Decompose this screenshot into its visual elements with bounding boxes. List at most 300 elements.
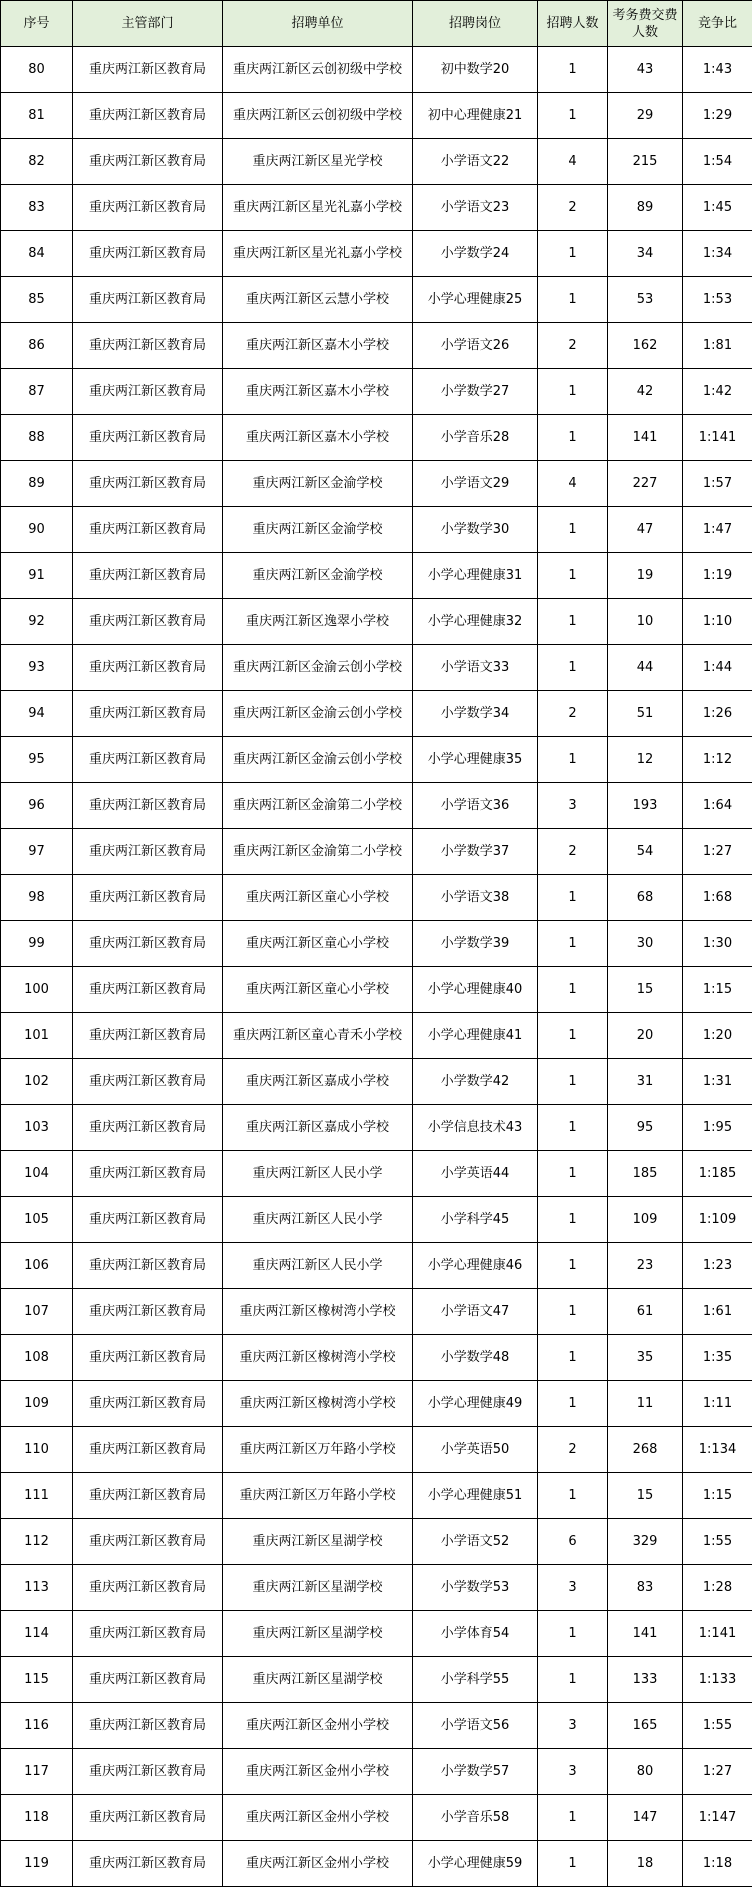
cell-serial: 90 bbox=[1, 507, 73, 553]
cell-position: 小学语文26 bbox=[413, 323, 538, 369]
cell-employer: 重庆两江新区金渝学校 bbox=[223, 461, 413, 507]
cell-competition-ratio: 1:53 bbox=[683, 277, 752, 323]
cell-employer: 重庆两江新区人民小学 bbox=[223, 1197, 413, 1243]
cell-position: 小学音乐58 bbox=[413, 1795, 538, 1841]
cell-serial: 84 bbox=[1, 231, 73, 277]
cell-competition-ratio: 1:27 bbox=[683, 1749, 752, 1795]
cell-serial: 86 bbox=[1, 323, 73, 369]
cell-position: 小学心理健康35 bbox=[413, 737, 538, 783]
cell-position: 小学科学55 bbox=[413, 1657, 538, 1703]
cell-employer: 重庆两江新区金州小学校 bbox=[223, 1841, 413, 1887]
cell-serial: 99 bbox=[1, 921, 73, 967]
cell-paid-applicants: 47 bbox=[608, 507, 683, 553]
cell-competition-ratio: 1:147 bbox=[683, 1795, 752, 1841]
cell-serial: 95 bbox=[1, 737, 73, 783]
table-row bbox=[1, 1013, 752, 1059]
cell-hires: 2 bbox=[538, 185, 608, 231]
cell-employer: 重庆两江新区橡树湾小学校 bbox=[223, 1335, 413, 1381]
cell-hires: 3 bbox=[538, 1749, 608, 1795]
cell-competition-ratio: 1:15 bbox=[683, 967, 752, 1013]
cell-hires: 1 bbox=[538, 553, 608, 599]
table-row bbox=[1, 323, 752, 369]
cell-serial: 119 bbox=[1, 1841, 73, 1887]
cell-department: 重庆两江新区教育局 bbox=[73, 139, 223, 185]
table-row bbox=[1, 1749, 752, 1795]
cell-serial: 88 bbox=[1, 415, 73, 461]
cell-department: 重庆两江新区教育局 bbox=[73, 1289, 223, 1335]
cell-employer: 重庆两江新区星湖学校 bbox=[223, 1657, 413, 1703]
cell-serial: 108 bbox=[1, 1335, 73, 1381]
cell-department: 重庆两江新区教育局 bbox=[73, 737, 223, 783]
cell-position: 小学英语50 bbox=[413, 1427, 538, 1473]
cell-hires: 1 bbox=[538, 737, 608, 783]
cell-serial: 96 bbox=[1, 783, 73, 829]
table-row bbox=[1, 139, 752, 185]
cell-hires: 1 bbox=[538, 967, 608, 1013]
table-row bbox=[1, 1151, 752, 1197]
cell-hires: 2 bbox=[538, 1427, 608, 1473]
cell-position: 小学英语44 bbox=[413, 1151, 538, 1197]
cell-competition-ratio: 1:141 bbox=[683, 415, 752, 461]
cell-position: 小学心理健康51 bbox=[413, 1473, 538, 1519]
cell-hires: 3 bbox=[538, 1565, 608, 1611]
cell-hires: 1 bbox=[538, 277, 608, 323]
table-row bbox=[1, 691, 752, 737]
cell-department: 重庆两江新区教育局 bbox=[73, 553, 223, 599]
cell-serial: 92 bbox=[1, 599, 73, 645]
cell-department: 重庆两江新区教育局 bbox=[73, 1151, 223, 1197]
table-row bbox=[1, 645, 752, 691]
cell-employer: 重庆两江新区童心小学校 bbox=[223, 921, 413, 967]
cell-serial: 87 bbox=[1, 369, 73, 415]
cell-paid-applicants: 89 bbox=[608, 185, 683, 231]
table-row bbox=[1, 1703, 752, 1749]
cell-serial: 107 bbox=[1, 1289, 73, 1335]
table-row bbox=[1, 1795, 752, 1841]
cell-hires: 1 bbox=[538, 1105, 608, 1151]
table-row bbox=[1, 277, 752, 323]
cell-serial: 94 bbox=[1, 691, 73, 737]
cell-hires: 1 bbox=[538, 1151, 608, 1197]
cell-department: 重庆两江新区教育局 bbox=[73, 1013, 223, 1059]
table-row bbox=[1, 1473, 752, 1519]
table-row bbox=[1, 1611, 752, 1657]
cell-paid-applicants: 51 bbox=[608, 691, 683, 737]
table-row bbox=[1, 1059, 752, 1105]
table-row bbox=[1, 921, 752, 967]
cell-department: 重庆两江新区教育局 bbox=[73, 231, 223, 277]
cell-paid-applicants: 19 bbox=[608, 553, 683, 599]
cell-paid-applicants: 31 bbox=[608, 1059, 683, 1105]
cell-department: 重庆两江新区教育局 bbox=[73, 93, 223, 139]
cell-competition-ratio: 1:34 bbox=[683, 231, 752, 277]
cell-serial: 85 bbox=[1, 277, 73, 323]
cell-paid-applicants: 133 bbox=[608, 1657, 683, 1703]
cell-employer: 重庆两江新区星湖学校 bbox=[223, 1611, 413, 1657]
cell-competition-ratio: 1:19 bbox=[683, 553, 752, 599]
cell-department: 重庆两江新区教育局 bbox=[73, 875, 223, 921]
cell-serial: 91 bbox=[1, 553, 73, 599]
cell-hires: 1 bbox=[538, 1197, 608, 1243]
cell-competition-ratio: 1:61 bbox=[683, 1289, 752, 1335]
cell-serial: 111 bbox=[1, 1473, 73, 1519]
cell-serial: 81 bbox=[1, 93, 73, 139]
table-row bbox=[1, 185, 752, 231]
cell-competition-ratio: 1:95 bbox=[683, 1105, 752, 1151]
cell-paid-applicants: 215 bbox=[608, 139, 683, 185]
cell-employer: 重庆两江新区金渝第二小学校 bbox=[223, 783, 413, 829]
cell-department: 重庆两江新区教育局 bbox=[73, 1427, 223, 1473]
cell-paid-applicants: 20 bbox=[608, 1013, 683, 1059]
table-row bbox=[1, 783, 752, 829]
table-body bbox=[1, 47, 752, 1887]
cell-position: 小学语文36 bbox=[413, 783, 538, 829]
cell-hires: 1 bbox=[538, 1657, 608, 1703]
cell-paid-applicants: 68 bbox=[608, 875, 683, 921]
cell-department: 重庆两江新区教育局 bbox=[73, 967, 223, 1013]
cell-hires: 1 bbox=[538, 599, 608, 645]
cell-department: 重庆两江新区教育局 bbox=[73, 277, 223, 323]
cell-employer: 重庆两江新区嘉木小学校 bbox=[223, 415, 413, 461]
cell-competition-ratio: 1:68 bbox=[683, 875, 752, 921]
cell-department: 重庆两江新区教育局 bbox=[73, 829, 223, 875]
cell-paid-applicants: 12 bbox=[608, 737, 683, 783]
cell-department: 重庆两江新区教育局 bbox=[73, 323, 223, 369]
cell-department: 重庆两江新区教育局 bbox=[73, 1381, 223, 1427]
cell-competition-ratio: 1:12 bbox=[683, 737, 752, 783]
cell-hires: 1 bbox=[538, 1795, 608, 1841]
cell-hires: 1 bbox=[538, 231, 608, 277]
cell-paid-applicants: 10 bbox=[608, 599, 683, 645]
cell-paid-applicants: 29 bbox=[608, 93, 683, 139]
cell-serial: 116 bbox=[1, 1703, 73, 1749]
cell-department: 重庆两江新区教育局 bbox=[73, 47, 223, 93]
cell-hires: 1 bbox=[538, 1335, 608, 1381]
cell-hires: 1 bbox=[538, 369, 608, 415]
cell-department: 重庆两江新区教育局 bbox=[73, 185, 223, 231]
cell-paid-applicants: 141 bbox=[608, 1611, 683, 1657]
cell-employer: 重庆两江新区星光学校 bbox=[223, 139, 413, 185]
cell-department: 重庆两江新区教育局 bbox=[73, 783, 223, 829]
cell-hires: 1 bbox=[538, 921, 608, 967]
cell-position: 小学音乐28 bbox=[413, 415, 538, 461]
cell-hires: 1 bbox=[538, 1473, 608, 1519]
cell-position: 小学语文29 bbox=[413, 461, 538, 507]
cell-competition-ratio: 1:55 bbox=[683, 1519, 752, 1565]
cell-serial: 110 bbox=[1, 1427, 73, 1473]
cell-position: 小学语文33 bbox=[413, 645, 538, 691]
cell-employer: 重庆两江新区人民小学 bbox=[223, 1243, 413, 1289]
cell-department: 重庆两江新区教育局 bbox=[73, 1197, 223, 1243]
cell-serial: 98 bbox=[1, 875, 73, 921]
cell-paid-applicants: 227 bbox=[608, 461, 683, 507]
cell-paid-applicants: 15 bbox=[608, 1473, 683, 1519]
cell-competition-ratio: 1:134 bbox=[683, 1427, 752, 1473]
cell-department: 重庆两江新区教育局 bbox=[73, 1335, 223, 1381]
cell-paid-applicants: 61 bbox=[608, 1289, 683, 1335]
cell-competition-ratio: 1:64 bbox=[683, 783, 752, 829]
cell-paid-applicants: 95 bbox=[608, 1105, 683, 1151]
cell-serial: 93 bbox=[1, 645, 73, 691]
cell-department: 重庆两江新区教育局 bbox=[73, 1059, 223, 1105]
cell-position: 小学信息技术43 bbox=[413, 1105, 538, 1151]
table-row bbox=[1, 875, 752, 921]
cell-employer: 重庆两江新区万年路小学校 bbox=[223, 1473, 413, 1519]
table-row bbox=[1, 967, 752, 1013]
cell-competition-ratio: 1:42 bbox=[683, 369, 752, 415]
cell-position: 小学体育54 bbox=[413, 1611, 538, 1657]
cell-hires: 1 bbox=[538, 415, 608, 461]
cell-employer: 重庆两江新区橡树湾小学校 bbox=[223, 1289, 413, 1335]
cell-employer: 重庆两江新区金渝学校 bbox=[223, 507, 413, 553]
cell-paid-applicants: 162 bbox=[608, 323, 683, 369]
cell-employer: 重庆两江新区云创初级中学校 bbox=[223, 93, 413, 139]
table-row bbox=[1, 231, 752, 277]
cell-paid-applicants: 268 bbox=[608, 1427, 683, 1473]
cell-paid-applicants: 18 bbox=[608, 1841, 683, 1887]
cell-position: 小学心理健康25 bbox=[413, 277, 538, 323]
cell-employer: 重庆两江新区嘉木小学校 bbox=[223, 323, 413, 369]
cell-paid-applicants: 53 bbox=[608, 277, 683, 323]
table-row bbox=[1, 369, 752, 415]
table-row bbox=[1, 461, 752, 507]
cell-paid-applicants: 54 bbox=[608, 829, 683, 875]
cell-position: 小学语文56 bbox=[413, 1703, 538, 1749]
cell-employer: 重庆两江新区金渝云创小学校 bbox=[223, 691, 413, 737]
cell-employer: 重庆两江新区金州小学校 bbox=[223, 1795, 413, 1841]
cell-paid-applicants: 11 bbox=[608, 1381, 683, 1427]
cell-competition-ratio: 1:54 bbox=[683, 139, 752, 185]
cell-department: 重庆两江新区教育局 bbox=[73, 1105, 223, 1151]
cell-paid-applicants: 35 bbox=[608, 1335, 683, 1381]
cell-hires: 1 bbox=[538, 1841, 608, 1887]
table-row bbox=[1, 93, 752, 139]
cell-hires: 1 bbox=[538, 507, 608, 553]
table-row bbox=[1, 415, 752, 461]
cell-competition-ratio: 1:30 bbox=[683, 921, 752, 967]
cell-department: 重庆两江新区教育局 bbox=[73, 1243, 223, 1289]
cell-position: 小学数学39 bbox=[413, 921, 538, 967]
cell-position: 初中数学20 bbox=[413, 47, 538, 93]
cell-employer: 重庆两江新区金州小学校 bbox=[223, 1749, 413, 1795]
cell-hires: 6 bbox=[538, 1519, 608, 1565]
cell-serial: 83 bbox=[1, 185, 73, 231]
cell-paid-applicants: 43 bbox=[608, 47, 683, 93]
cell-employer: 重庆两江新区星湖学校 bbox=[223, 1519, 413, 1565]
cell-paid-applicants: 109 bbox=[608, 1197, 683, 1243]
table-row bbox=[1, 829, 752, 875]
cell-hires: 1 bbox=[538, 93, 608, 139]
table-row bbox=[1, 599, 752, 645]
cell-serial: 89 bbox=[1, 461, 73, 507]
cell-position: 小学数学34 bbox=[413, 691, 538, 737]
cell-employer: 重庆两江新区金渝云创小学校 bbox=[223, 645, 413, 691]
cell-serial: 103 bbox=[1, 1105, 73, 1151]
cell-competition-ratio: 1:26 bbox=[683, 691, 752, 737]
cell-hires: 1 bbox=[538, 1381, 608, 1427]
cell-department: 重庆两江新区教育局 bbox=[73, 1795, 223, 1841]
cell-department: 重庆两江新区教育局 bbox=[73, 1749, 223, 1795]
cell-employer: 重庆两江新区星光礼嘉小学校 bbox=[223, 231, 413, 277]
cell-competition-ratio: 1:35 bbox=[683, 1335, 752, 1381]
cell-employer: 重庆两江新区逸翠小学校 bbox=[223, 599, 413, 645]
cell-competition-ratio: 1:29 bbox=[683, 93, 752, 139]
cell-competition-ratio: 1:28 bbox=[683, 1565, 752, 1611]
cell-hires: 1 bbox=[538, 1611, 608, 1657]
cell-paid-applicants: 329 bbox=[608, 1519, 683, 1565]
cell-department: 重庆两江新区教育局 bbox=[73, 1519, 223, 1565]
cell-position: 小学心理健康49 bbox=[413, 1381, 538, 1427]
cell-paid-applicants: 193 bbox=[608, 783, 683, 829]
cell-employer: 重庆两江新区云创初级中学校 bbox=[223, 47, 413, 93]
cell-position: 小学语文23 bbox=[413, 185, 538, 231]
cell-paid-applicants: 141 bbox=[608, 415, 683, 461]
cell-competition-ratio: 1:20 bbox=[683, 1013, 752, 1059]
table-row bbox=[1, 1105, 752, 1151]
cell-competition-ratio: 1:47 bbox=[683, 507, 752, 553]
cell-department: 重庆两江新区教育局 bbox=[73, 415, 223, 461]
table-row bbox=[1, 1841, 752, 1887]
cell-position: 初中心理健康21 bbox=[413, 93, 538, 139]
cell-position: 小学语文52 bbox=[413, 1519, 538, 1565]
cell-serial: 106 bbox=[1, 1243, 73, 1289]
header-serial: 序号 bbox=[1, 1, 73, 47]
cell-position: 小学心理健康46 bbox=[413, 1243, 538, 1289]
cell-employer: 重庆两江新区童心小学校 bbox=[223, 967, 413, 1013]
cell-competition-ratio: 1:57 bbox=[683, 461, 752, 507]
table-row bbox=[1, 1565, 752, 1611]
cell-competition-ratio: 1:133 bbox=[683, 1657, 752, 1703]
cell-paid-applicants: 83 bbox=[608, 1565, 683, 1611]
cell-employer: 重庆两江新区童心青禾小学校 bbox=[223, 1013, 413, 1059]
cell-serial: 118 bbox=[1, 1795, 73, 1841]
cell-hires: 1 bbox=[538, 1013, 608, 1059]
cell-position: 小学数学27 bbox=[413, 369, 538, 415]
cell-hires: 4 bbox=[538, 461, 608, 507]
cell-serial: 97 bbox=[1, 829, 73, 875]
cell-competition-ratio: 1:81 bbox=[683, 323, 752, 369]
cell-position: 小学数学53 bbox=[413, 1565, 538, 1611]
cell-employer: 重庆两江新区橡树湾小学校 bbox=[223, 1381, 413, 1427]
cell-serial: 112 bbox=[1, 1519, 73, 1565]
cell-paid-applicants: 15 bbox=[608, 967, 683, 1013]
cell-position: 小学语文22 bbox=[413, 139, 538, 185]
cell-competition-ratio: 1:109 bbox=[683, 1197, 752, 1243]
cell-competition-ratio: 1:15 bbox=[683, 1473, 752, 1519]
cell-position: 小学数学57 bbox=[413, 1749, 538, 1795]
cell-competition-ratio: 1:45 bbox=[683, 185, 752, 231]
cell-hires: 3 bbox=[538, 1703, 608, 1749]
cell-position: 小学心理健康40 bbox=[413, 967, 538, 1013]
cell-department: 重庆两江新区教育局 bbox=[73, 1611, 223, 1657]
cell-employer: 重庆两江新区嘉成小学校 bbox=[223, 1105, 413, 1151]
cell-department: 重庆两江新区教育局 bbox=[73, 369, 223, 415]
header-hires: 招聘人数 bbox=[538, 1, 608, 47]
cell-competition-ratio: 1:141 bbox=[683, 1611, 752, 1657]
cell-serial: 115 bbox=[1, 1657, 73, 1703]
cell-department: 重庆两江新区教育局 bbox=[73, 691, 223, 737]
cell-employer: 重庆两江新区金渝云创小学校 bbox=[223, 737, 413, 783]
cell-competition-ratio: 1:23 bbox=[683, 1243, 752, 1289]
cell-hires: 1 bbox=[538, 645, 608, 691]
cell-department: 重庆两江新区教育局 bbox=[73, 1657, 223, 1703]
table-row bbox=[1, 1243, 752, 1289]
table-row bbox=[1, 1289, 752, 1335]
table-row bbox=[1, 553, 752, 599]
cell-department: 重庆两江新区教育局 bbox=[73, 1841, 223, 1887]
cell-hires: 1 bbox=[538, 1059, 608, 1105]
cell-serial: 117 bbox=[1, 1749, 73, 1795]
cell-hires: 1 bbox=[538, 47, 608, 93]
cell-position: 小学数学48 bbox=[413, 1335, 538, 1381]
table-row bbox=[1, 1427, 752, 1473]
cell-paid-applicants: 165 bbox=[608, 1703, 683, 1749]
cell-position: 小学语文38 bbox=[413, 875, 538, 921]
table-row bbox=[1, 1335, 752, 1381]
cell-serial: 113 bbox=[1, 1565, 73, 1611]
table-row bbox=[1, 1657, 752, 1703]
cell-position: 小学语文47 bbox=[413, 1289, 538, 1335]
cell-position: 小学数学42 bbox=[413, 1059, 538, 1105]
header-competition-ratio: 竞争比 bbox=[683, 1, 752, 47]
cell-position: 小学心理健康32 bbox=[413, 599, 538, 645]
table-row bbox=[1, 737, 752, 783]
cell-hires: 1 bbox=[538, 1289, 608, 1335]
cell-hires: 1 bbox=[538, 1243, 608, 1289]
cell-employer: 重庆两江新区星湖学校 bbox=[223, 1565, 413, 1611]
cell-employer: 重庆两江新区星光礼嘉小学校 bbox=[223, 185, 413, 231]
header-department: 主管部门 bbox=[73, 1, 223, 47]
cell-employer: 重庆两江新区童心小学校 bbox=[223, 875, 413, 921]
cell-paid-applicants: 80 bbox=[608, 1749, 683, 1795]
cell-employer: 重庆两江新区嘉木小学校 bbox=[223, 369, 413, 415]
cell-position: 小学科学45 bbox=[413, 1197, 538, 1243]
header-employer: 招聘单位 bbox=[223, 1, 413, 47]
cell-competition-ratio: 1:44 bbox=[683, 645, 752, 691]
cell-competition-ratio: 1:185 bbox=[683, 1151, 752, 1197]
cell-serial: 80 bbox=[1, 47, 73, 93]
cell-hires: 1 bbox=[538, 875, 608, 921]
cell-paid-applicants: 23 bbox=[608, 1243, 683, 1289]
cell-department: 重庆两江新区教育局 bbox=[73, 599, 223, 645]
cell-serial: 109 bbox=[1, 1381, 73, 1427]
cell-position: 小学数学30 bbox=[413, 507, 538, 553]
cell-serial: 105 bbox=[1, 1197, 73, 1243]
cell-competition-ratio: 1:31 bbox=[683, 1059, 752, 1105]
header-position: 招聘岗位 bbox=[413, 1, 538, 47]
cell-employer: 重庆两江新区金渝学校 bbox=[223, 553, 413, 599]
cell-hires: 4 bbox=[538, 139, 608, 185]
cell-serial: 100 bbox=[1, 967, 73, 1013]
cell-serial: 82 bbox=[1, 139, 73, 185]
cell-employer: 重庆两江新区万年路小学校 bbox=[223, 1427, 413, 1473]
cell-department: 重庆两江新区教育局 bbox=[73, 507, 223, 553]
cell-department: 重庆两江新区教育局 bbox=[73, 1565, 223, 1611]
cell-position: 小学心理健康59 bbox=[413, 1841, 538, 1887]
header-paid-applicants: 考务费交费人数 bbox=[608, 1, 683, 47]
cell-serial: 102 bbox=[1, 1059, 73, 1105]
cell-position: 小学数学24 bbox=[413, 231, 538, 277]
cell-paid-applicants: 147 bbox=[608, 1795, 683, 1841]
cell-employer: 重庆两江新区云慧小学校 bbox=[223, 277, 413, 323]
cell-employer: 重庆两江新区人民小学 bbox=[223, 1151, 413, 1197]
cell-employer: 重庆两江新区金渝第二小学校 bbox=[223, 829, 413, 875]
cell-hires: 2 bbox=[538, 691, 608, 737]
cell-position: 小学心理健康41 bbox=[413, 1013, 538, 1059]
cell-hires: 2 bbox=[538, 323, 608, 369]
cell-paid-applicants: 34 bbox=[608, 231, 683, 277]
cell-hires: 3 bbox=[538, 783, 608, 829]
